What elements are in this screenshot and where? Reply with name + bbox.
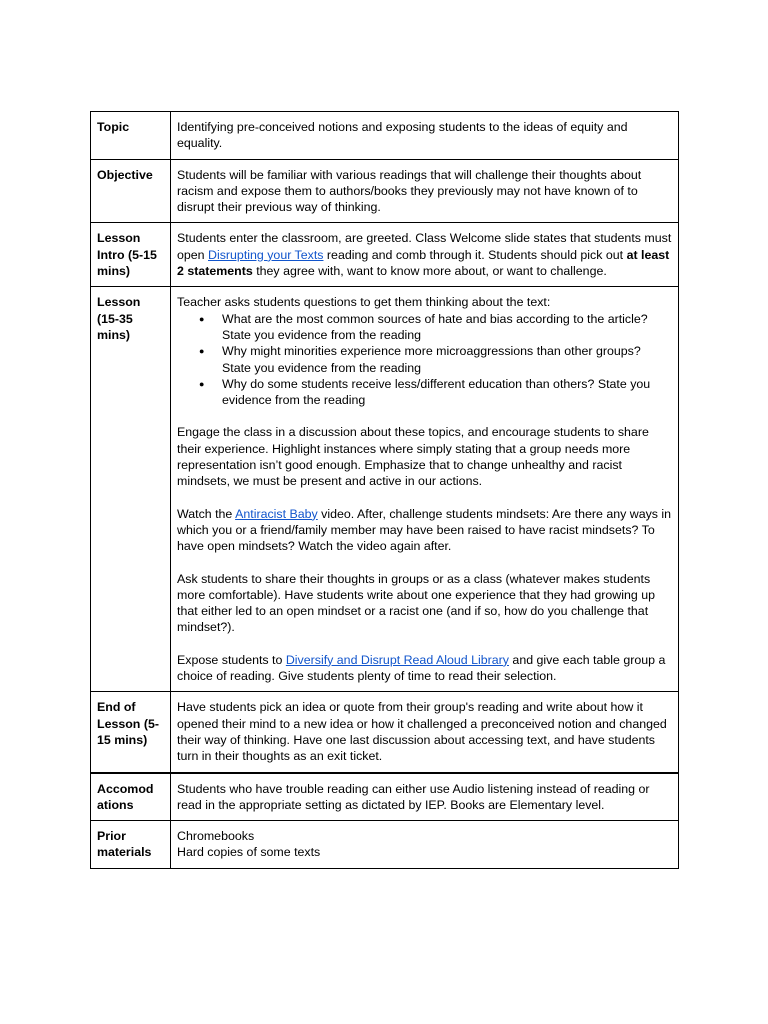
material-item: Hard copies of some texts (177, 845, 321, 860)
intro-text-1: Students enter the classroom, are greeted. Class Welcome slide states that students must open (177, 231, 672, 262)
row-label-topic: Topic (91, 112, 171, 160)
table-row-lesson (91, 287, 679, 692)
row-content-lesson-intro (171, 223, 679, 287)
video-paragraph (177, 506, 672, 555)
expose-paragraph (177, 652, 672, 685)
row-label-end-of-lesson: End of Lesson (5-15 mins) (91, 692, 171, 773)
row-content-prior-materials (171, 821, 679, 869)
intro-text-2: reading and comb through it. Students should pick out (323, 247, 627, 262)
row-content-topic: Identifying pre-conceived notions and exposing students to the ideas of equity and equality. (171, 112, 679, 160)
table-row-accommodations (91, 773, 679, 821)
list-item: ● Why do some students receive less/different education than others? State you evidence from the reading (222, 376, 672, 409)
table-row-objective (91, 159, 679, 223)
row-content-accommodations: Students who have trouble reading can either use Audio listening instead of reading or read in the appropriate setting as dictated by IEP. Books are Elementary level. (171, 773, 679, 821)
share-paragraph: Ask students to share their thoughts in groups or as a class (whatever makes students more comfortable). Have students write about one experience that they had growing up that either led to an open mindset or a racist one (and if so, how do you challenge that mindset?). (177, 571, 656, 635)
expose-text-1: Expose students to (177, 652, 286, 667)
row-label-accommodations: Accomod ations (91, 773, 171, 821)
row-label-lesson-intro: Lesson Intro (5-15 mins) (91, 223, 171, 287)
video-text-2: video. After, challenge students mindsets: Are there any ways in which you or a friend/family member may have been raised to have racist mindsets? To have open mindsets? Watch the video again after. (177, 506, 672, 554)
intro-bold-text: at least 2 statements (177, 247, 670, 279)
row-label-objective: Objective (91, 159, 171, 223)
video-text-1: Watch the (177, 506, 236, 521)
table-row-topic (91, 112, 679, 160)
read-aloud-library-link[interactable]: Diversify and Disrupt Read Aloud Library (285, 652, 509, 667)
row-content-objective: Students will be familiar with various readings that will challenge their thoughts about racism and expose them to authors/books they previously may not have known of to disrupt their previous way of thinking. (171, 159, 679, 223)
table-row-end-of-lesson (91, 692, 679, 773)
row-label-prior-materials: Prior materials (91, 821, 171, 869)
lesson-intro-text: Teacher asks students questions to get them thinking about the text: (177, 295, 551, 310)
row-label-lesson: Lesson (15-35 mins) (91, 287, 171, 692)
question-list (177, 311, 672, 409)
table-row-prior-materials (91, 821, 679, 869)
list-item: ● Why might minorities experience more microaggressions than other groups? State you evidence from the reading (222, 343, 672, 376)
table-row-lesson-intro (91, 223, 679, 287)
row-content-end-of-lesson: Have students pick an idea or quote from their group's reading and write about how it opened their mind to a new idea or how it challenged a preconceived notion and changed their way of thinking. Have one last discussion about accessing text, and have students turn in their thoughts as an exit ticket. (171, 692, 679, 773)
lesson-plan-table (90, 111, 679, 869)
antiracist-baby-link[interactable]: Antiracist Baby (235, 506, 318, 521)
list-item: ● What are the most common sources of hate and bias according to the article? State you evidence from the reading (222, 311, 672, 344)
expose-text-2: and give each table group a choice of reading. Give students plenty of time to read their selection. (177, 652, 666, 684)
row-content-lesson (171, 287, 679, 692)
material-item: Chromebooks (177, 829, 255, 844)
discussion-paragraph: Engage the class in a discussion about these topics, and encourage students to share their experience. Highlight instances where simply stating that a group needs more representation isn’t good enough. Emphasize that to change unhealthy and racist mindsets, we must be present and active in our actions. (177, 425, 649, 489)
disrupting-your-texts-link[interactable]: Disrupting your Texts (208, 247, 324, 262)
intro-text-3: they agree with, want to know more about, or want to challenge. (252, 264, 607, 279)
